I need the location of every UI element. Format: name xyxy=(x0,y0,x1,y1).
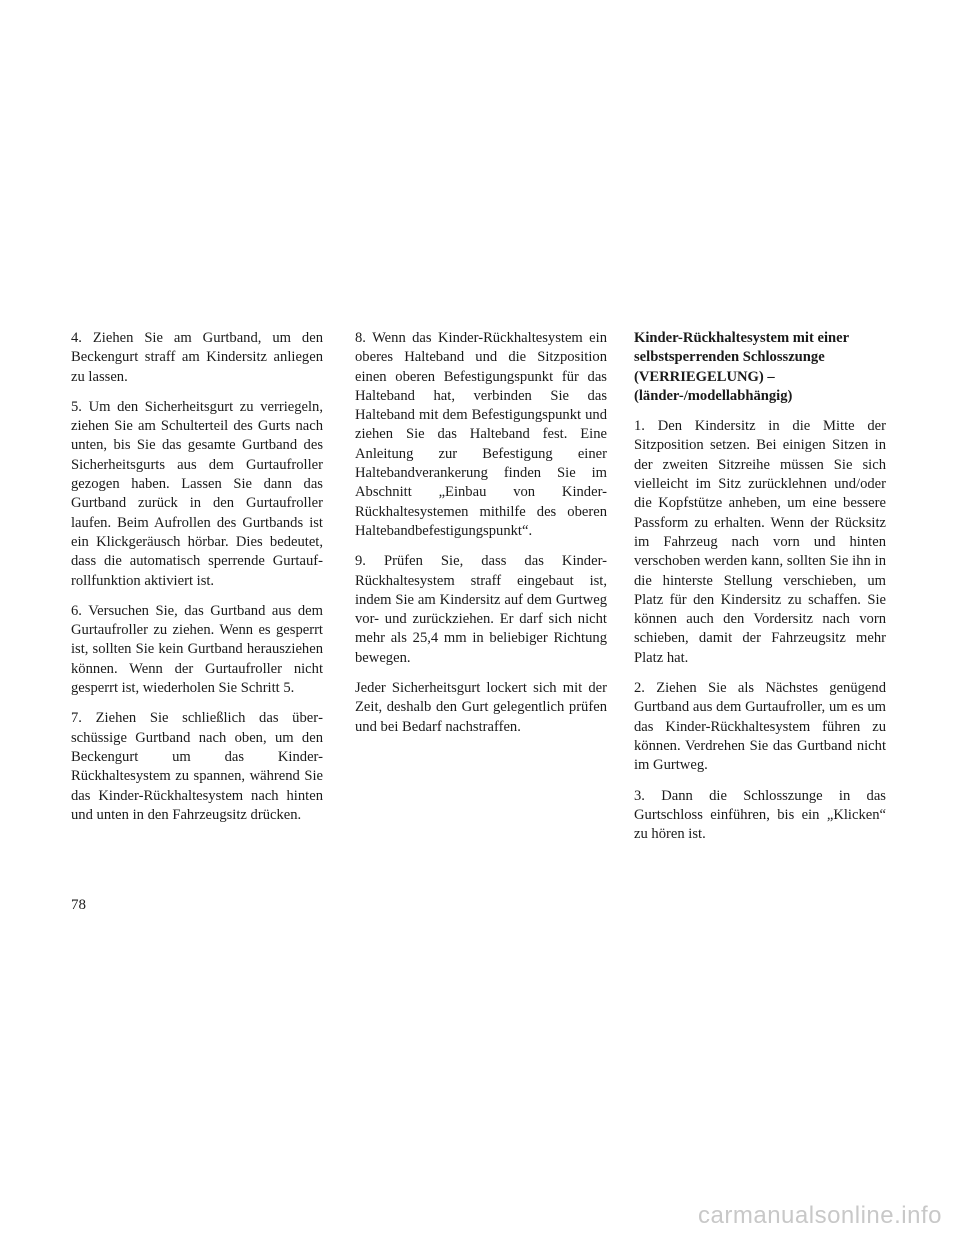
text-column-middle xyxy=(355,329,607,748)
section-heading-line-2: selbstsperrenden Schlosszunge xyxy=(634,349,825,366)
step-6-paragraph: 6. Versuchen Sie, das Gurtband aus dem Gurtaufroller zu ziehen. Wenn es gesperrt ist, sollten Sie kein Gurtband herausziehen können. Wenn der Gurtaufroller nicht gesperrt ist, wiederholen Sie Schritt 5. xyxy=(71,602,323,697)
step-1-paragraph: 1. Den Kindersitz in die Mitte der Sitzposition setzen. Bei einigen Sitzen in der zweiten Sitzreihe müssen Sie sich vielleicht im Sitz zurücklehnen und/oder die Kopfstütze anheben, um eine bessere Passform zu erhalten. Wenn der Rücksitz im Fahrzeug nach vorn und hinten verschoben werden kann, sollten Sie ihn in die hinterste Stellung verschieben, um Platz für den Kindersitz zu schaffen. Sie können auch den Vordersitz nach vorn schieben, damit der Fahrzeugsitz mehr Platz hat. xyxy=(634,418,886,666)
step-2-paragraph: 2. Ziehen Sie als Nächstes genügend Gurtband aus dem Gurtaufroller, um es um das Kinder-Rückhaltesystem führen zu können. Verdrehen Sie das Gurtband nicht im Gurtweg. xyxy=(634,680,886,774)
step-8-paragraph: 8. Wenn das Kinder-Rückhaltesystem ein oberes Halteband und die Sitzposition einen oberen Befestigungspunkt für das Halteband hat, verbinden Sie das Halteband mit dem Befestigungspunkt und ziehen Sie das Halteband fest. Eine Anleitung zur Befestigung einer Haltebandverankerung finden Sie im Abschnitt „Einbau von Kinder-Rückhaltesystemen mithilfe des oberen Haltebandbefestigungspunkt“. xyxy=(355,330,607,539)
step-7-paragraph: 7. Ziehen Sie schließlich das überschüssige Gurtband nach oben, um den Beckengurt um das Kinder-Rückhaltesystem zu spannen, während Sie das Kinder-Rückhaltesystem nach hinten und unten in den Fahrzeugsitz drücken. xyxy=(71,710,323,823)
step-4-paragraph: 4. Ziehen Sie am Gurtband, um den Beckengurt straff am Kindersitz anliegen zu lassen. xyxy=(71,330,323,385)
text-column-left xyxy=(71,329,323,836)
step-3-paragraph: 3. Dann die Schlosszunge in das Gurtschloss einführen, bis ein „Klicken“ zu hören ist. xyxy=(634,787,886,843)
watermark: carmanualsonline.info xyxy=(698,1202,942,1229)
note-paragraph: Jeder Sicherheitsgurt lockert sich mit der Zeit, deshalb den Gurt gelegentlich prüfen und bei Bedarf nachstraffen. xyxy=(355,680,607,735)
text-column-right xyxy=(634,329,886,855)
step-9-paragraph: 9. Prüfen Sie, dass das Kinder-Rückhaltesystem straff eingebaut ist, indem Sie am Kindersitz auf dem Gurtweg vor- und zurückziehen. Er darf sich nicht mehr als 25,4 mm in beliebiger Richtung bewegen. xyxy=(355,553,607,666)
section-heading-line-4: (länder-/modellabhängig) xyxy=(634,387,793,404)
page-number: 78 xyxy=(71,897,86,913)
section-heading-line-1: Kinder-Rückhaltesystem mit einer xyxy=(634,330,850,346)
step-5-paragraph: 5. Um den Sicherheitsgurt zu verriegeln, ziehen Sie am Schulterteil des Gurts nach unten, bis Sie das gesamte Gurtband des Sicherheitsgurts aus dem Gurtaufroller gezogen haben. Lassen Sie dann das Gurtband zurück in den Gurtaufroller laufen. Beim Aufrollen des Gurtbands ist ein Klickgeräusch hörbar. Dies bedeutet, dass die automatisch sperrende Gurtaufrollfunktion aktiviert ist. xyxy=(71,398,323,589)
section-heading xyxy=(634,329,886,406)
section-heading-line-3: (VERRIEGELUNG) – xyxy=(634,368,775,385)
